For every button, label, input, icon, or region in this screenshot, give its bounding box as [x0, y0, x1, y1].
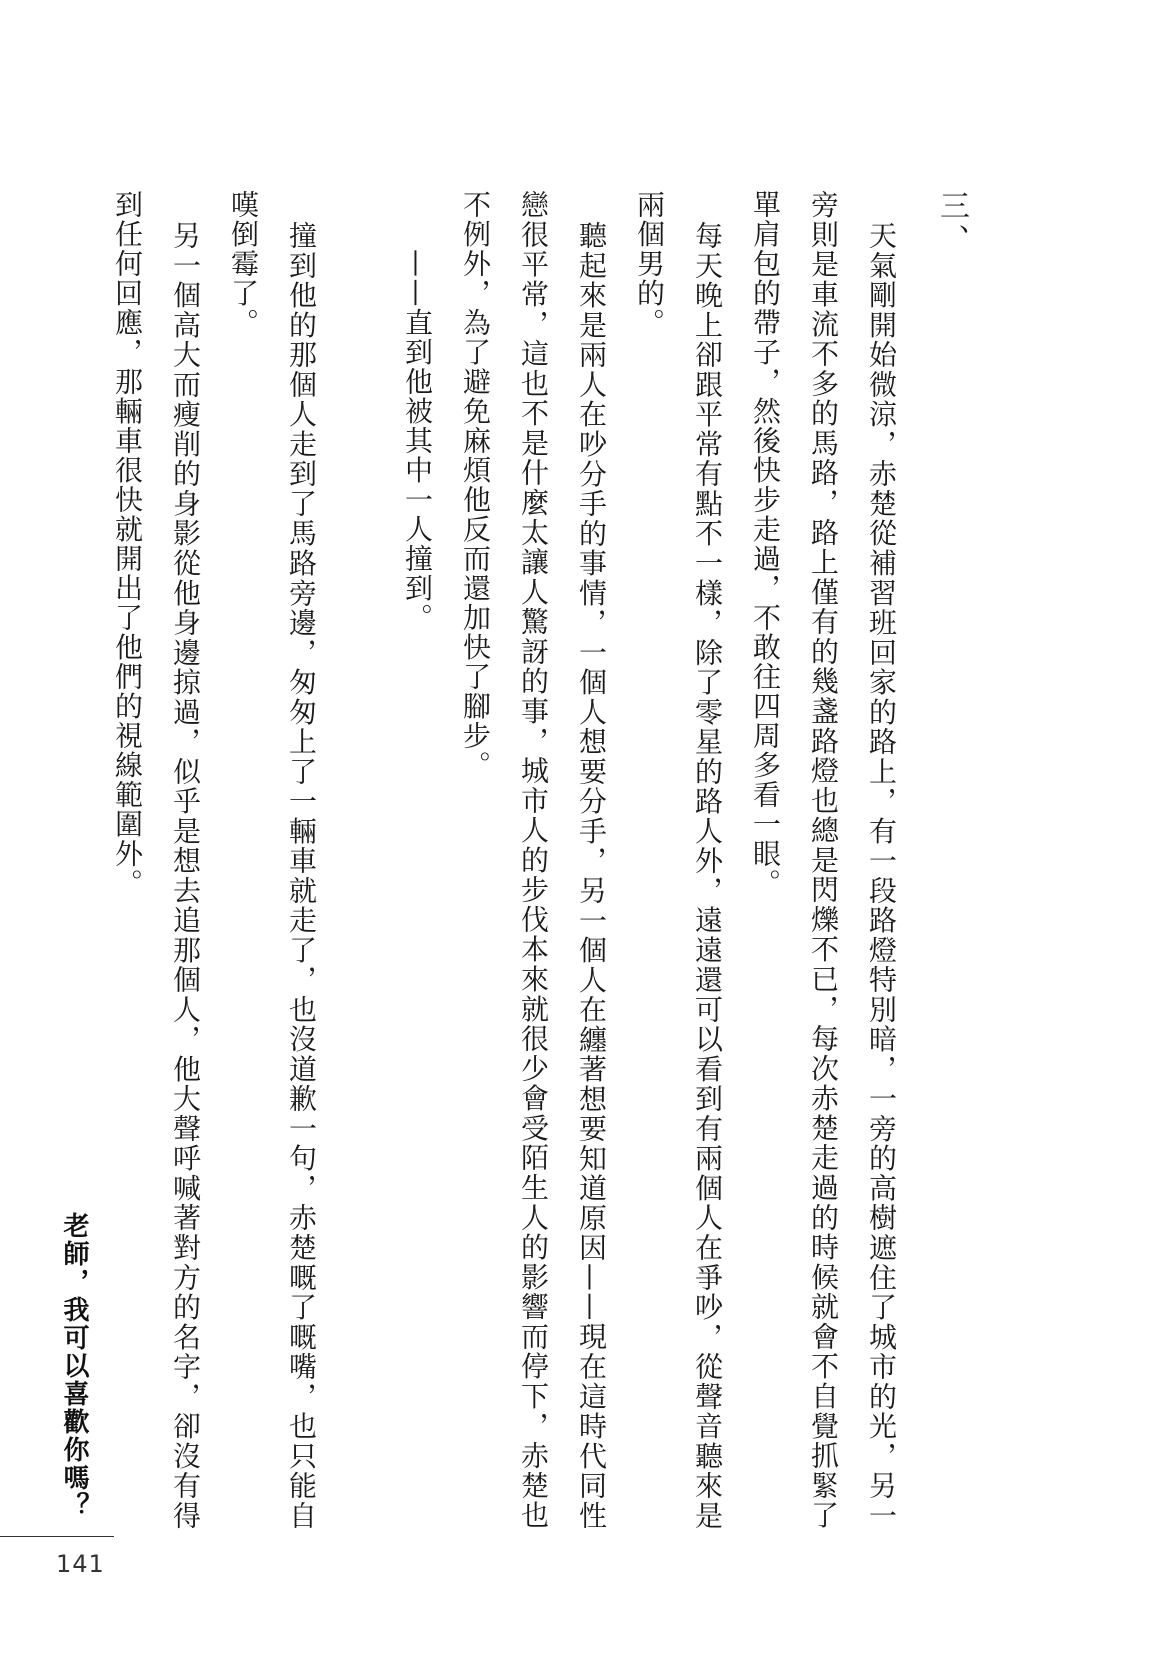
paragraph-4: ——直到他被其中一人撞到。 — [401, 248, 434, 633]
main-text-block — [111, 190, 980, 1530]
paragraph-2: 每天晚上卻跟平常有點不一樣，除了零星的路人外，遠遠還可以看到有兩個人在爭吵，從聲音聽來是兩個男的。 — [633, 190, 724, 1530]
page-number: 141 — [56, 1550, 105, 1578]
paragraph-6: 另一個高大而瘦削的身影從他身邊掠過，似乎是想去追那個人，他大聲呼喊著對方的名字，卻沒有得到任何回應，那輛車很快就開出了他們的視線範圍外。 — [111, 190, 202, 1530]
running-title: 老師，我可以喜歡你嗎？ — [59, 1212, 89, 1520]
paragraph-5: 撞到他的那個人走到了馬路旁邊，匆匆上了一輛車就走了，也沒道歉一句，赤楚嘅了嘅嘴，也只能自嘆倒霉了。 — [227, 190, 318, 1530]
paragraph-3: 聽起來是兩人在吵分手的事情，一個人想要分手，另一個人在纏著想要知道原因——現在這時代同性戀很平常，這也不是什麼太讓人驚訝的事，城市人的步伐本來就很少會受陌生人的影響而停下，赤楚也不例外，為了避免麻煩他反而還加快了腳步。 — [459, 190, 608, 1530]
paragraph-1: 天氣剛開始微涼，赤楚從補習班回家的路上，有一段路燈特別暗，一旁的高樹遮住了城市的光，另一旁則是車流不多的馬路，路上僅有的幾盞路燈也總是閃爍不已，每次赤楚走過的時候就會不自覺抓緊了單肩包的帶子，然後快步走過，不敢往四周多看一眼。 — [749, 190, 898, 1530]
chapter-heading: 三、 — [934, 190, 969, 258]
footer-divider — [0, 1536, 114, 1537]
